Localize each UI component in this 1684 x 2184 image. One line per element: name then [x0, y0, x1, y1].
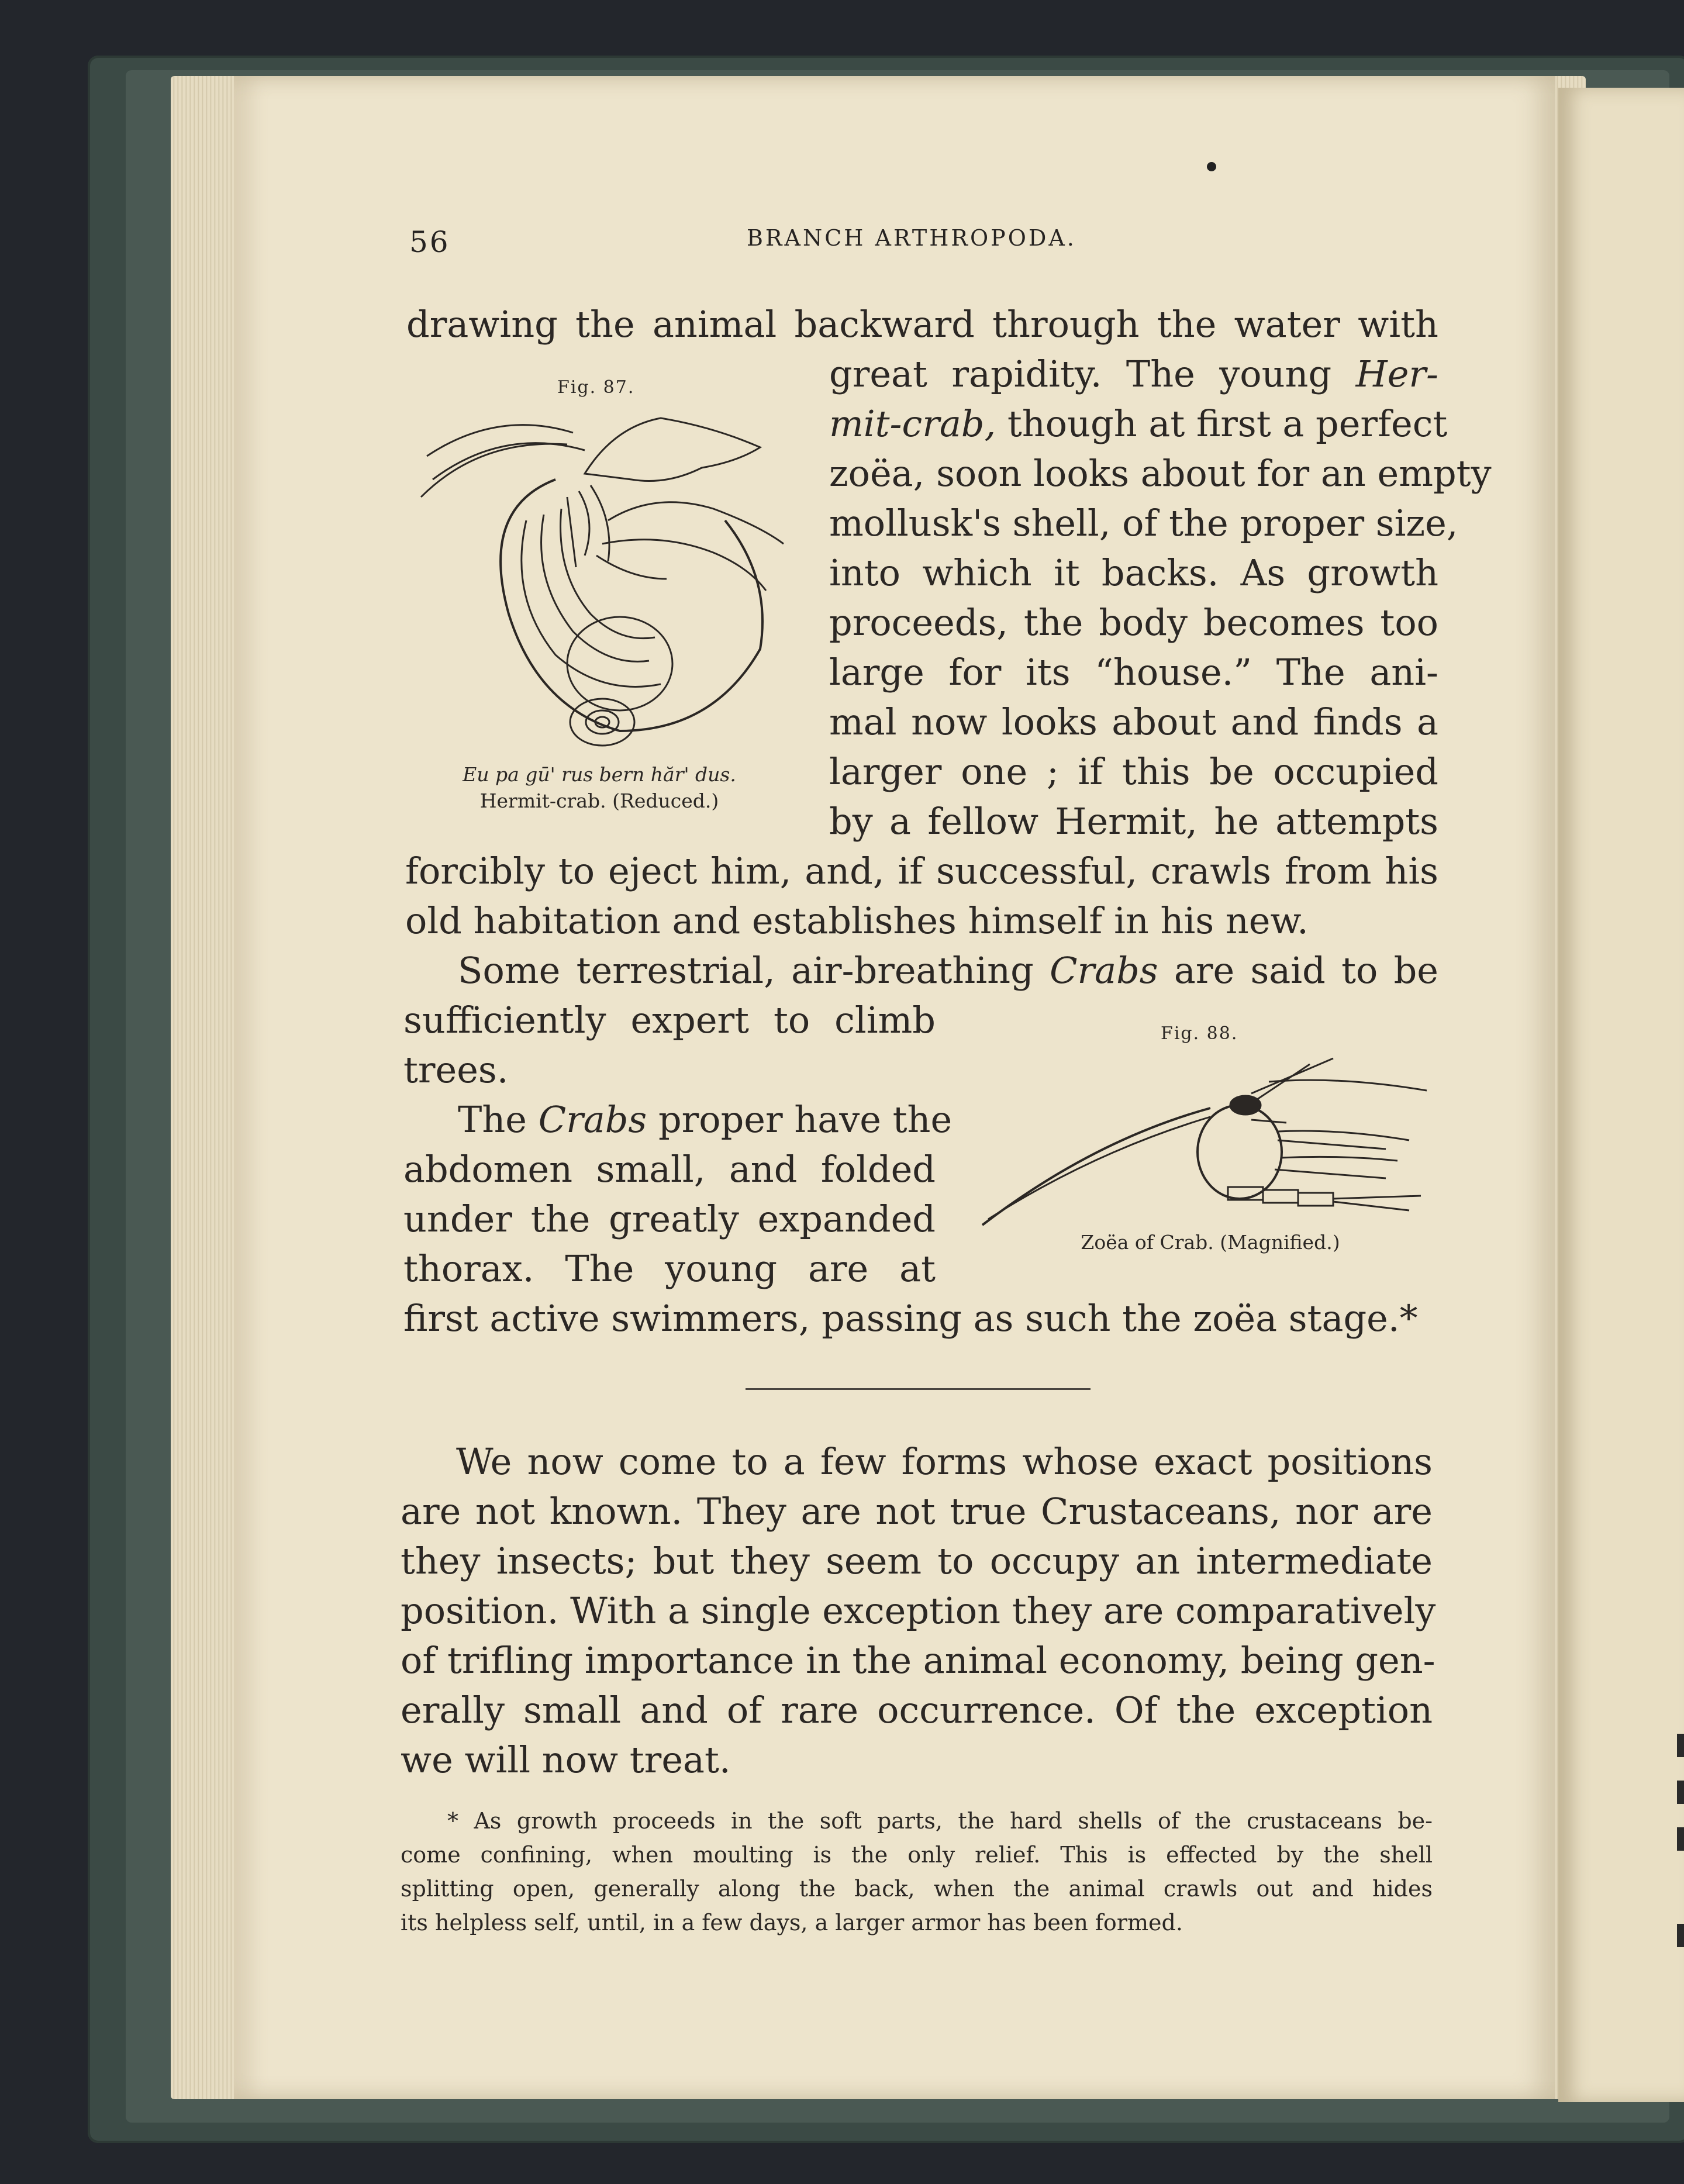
facing-page-mark: [1677, 1924, 1684, 1947]
text-line: erally small and of rare occurrence. Of the exception: [401, 1689, 1433, 1731]
text-line: trees.: [403, 1048, 509, 1091]
text-line: large for its “house.” The ani-: [829, 651, 1438, 694]
running-head: BRANCH ARTHROPODA.: [747, 225, 1076, 251]
text-line: old habitation and establishes himself in his new.: [405, 899, 1309, 942]
text-line: drawing the animal backward through the water with: [406, 303, 1438, 346]
text-line: of trifling importance in the animal economy, being gen-: [401, 1639, 1435, 1682]
text-line: mollusk's shell, of the proper size,: [829, 502, 1458, 544]
facing-page-mark: [1677, 1734, 1684, 1757]
figure-87-caption-latin: Eu pa gū' rus bern hăr' dus.: [463, 763, 736, 786]
footnote-line: its helpless self, until, in a few days, a larger armor has been formed.: [401, 1910, 1183, 1935]
text-line: The Crabs proper have the: [458, 1098, 953, 1141]
footnote-line: * As growth proceeds in the soft parts, the hard shells of the crustaceans be-: [447, 1808, 1433, 1834]
facing-page-mark: [1677, 1781, 1684, 1804]
text-line: first active swimmers, passing as such the zoëa stage.*: [403, 1297, 1418, 1340]
hermit-crab-illustration: [409, 403, 789, 766]
text-line: are not known. They are not true Crustaceans, nor are: [401, 1490, 1433, 1533]
text-line: by a fellow Hermit, he attempts: [829, 800, 1438, 843]
page-number: 56: [409, 225, 450, 259]
figure-88-label: Fig. 88.: [1161, 1023, 1238, 1044]
text-line: position. With a single exception they are comparatively: [401, 1589, 1436, 1632]
text-line: Some terrestrial, air-breathing Crabs are said to be: [458, 949, 1438, 992]
zoea-illustration: [976, 1053, 1433, 1228]
text-line: proceeds, the body becomes too: [829, 601, 1438, 644]
facing-page: [1558, 88, 1684, 2102]
text-line: larger one ; if this be occupied: [829, 750, 1438, 793]
footnote-line: come confining, when moulting is the only relief. This is effected by the shell: [401, 1842, 1433, 1868]
text-line: We now come to a few forms whose exact positions: [456, 1440, 1433, 1483]
text-line: sufficiently expert to climb: [403, 999, 936, 1041]
text-line: great rapidity. The young Her-: [829, 353, 1438, 395]
text-line: mal now looks about and finds a: [829, 701, 1438, 743]
text-line: abdomen small, and folded: [403, 1148, 936, 1191]
text-line: under the greatly expanded: [403, 1198, 936, 1240]
footnote-line: splitting open, generally along the back, when the animal crawls out and hides: [401, 1876, 1433, 1902]
text-line: thorax. The young are at: [403, 1247, 936, 1290]
figure-87-caption: Hermit-crab. (Reduced.): [479, 789, 719, 812]
text-line: mit-crab, though at first a perfect: [829, 402, 1448, 445]
facing-page-mark: [1677, 1827, 1684, 1851]
figure-87-label: Fig. 87.: [557, 377, 635, 398]
text-line: into which it backs. As growth: [829, 551, 1438, 594]
section-rule: [746, 1388, 1091, 1390]
text-line: we will now treat.: [401, 1738, 731, 1781]
text-line: they insects; but they seem to occupy an intermediate: [401, 1540, 1433, 1582]
text-line: forcibly to eject him, and, if successful, crawls from his: [405, 850, 1438, 892]
text-line: zoëa, soon looks about for an empty: [829, 452, 1492, 495]
figure-88-caption: Zoëa of Crab. (Magnified.): [1081, 1231, 1340, 1254]
ink-dot: [1207, 162, 1216, 171]
